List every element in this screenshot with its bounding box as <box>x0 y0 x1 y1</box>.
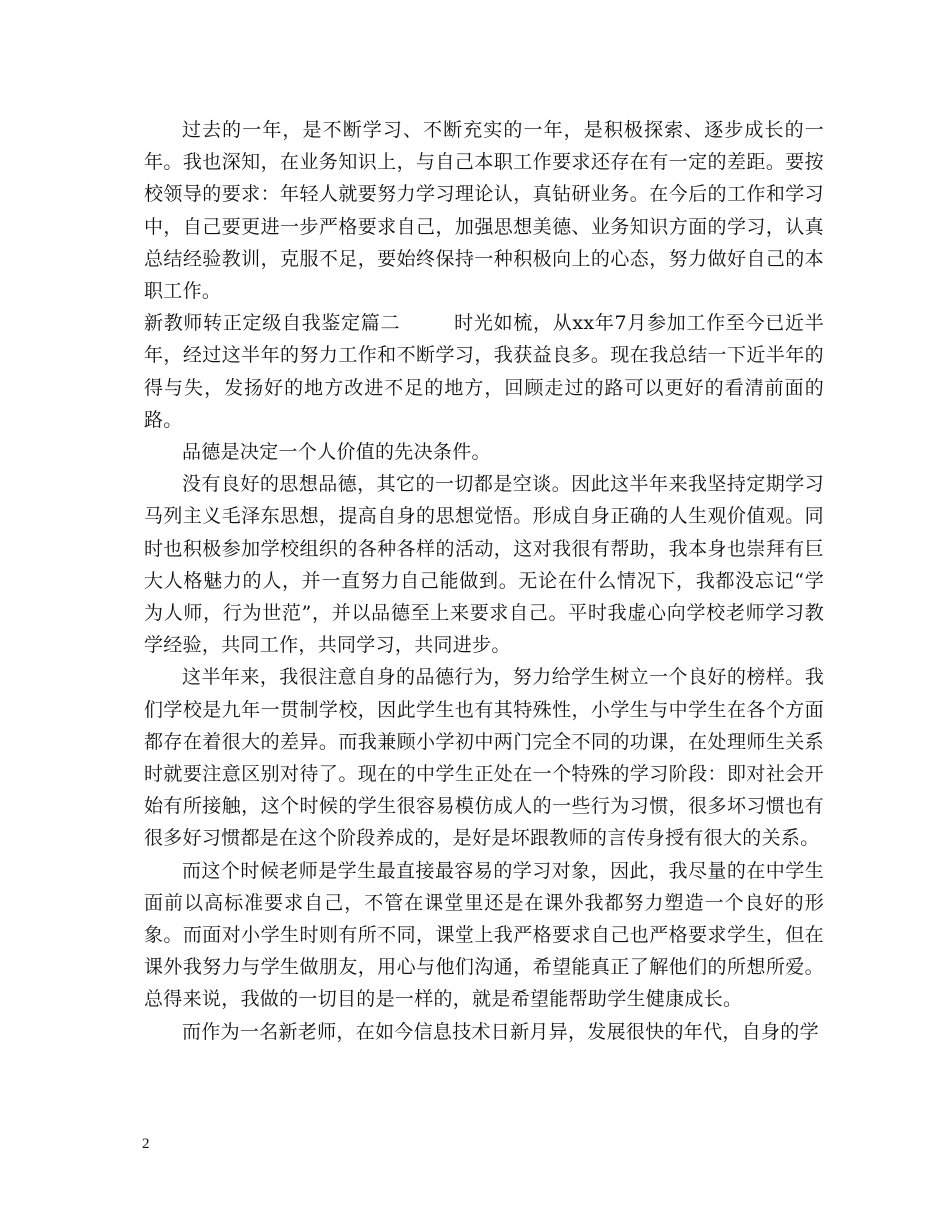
paragraph-ideology: 没有良好的思想品德，其它的一切都是空谈。因此这半年来我坚持定期学习马列主义毛泽东思想，提高自身的思想觉悟。形成自身正确的人生观价值观。同时也积极参加学校组织的各种各样的活动，这对我很有帮助，我本身也崇拜有巨大人格魅力的人，并一直努力自己能做到。无论在什么情况下，我都没忘记“学为人师，行为世范”，并以品德至上来要求自己。平时我虚心向学校老师学习教学经验，共同工作，共同学习，共同进步。 <box>144 473 824 657</box>
paragraph-summary: 过去的一年，是不断学习、不断充实的一年，是积极探索、逐步成长的一年。我也深知，在业务知识上，与自己本职工作要求还存在有一定的差距。要按校领导的要求：年轻人就要努力学习理论认，真钻研业务。在今后的工作和学习中，自己要更进一步严格要求自己，加强思想美德、业务知识方面的学习，认真总结经验教训，克服不足，要始终保持一种积极向上的心态，努力做好自己的本职工作。 <box>144 119 824 303</box>
body-text <box>144 114 824 1048</box>
paragraph-behavior: 这半年来，我很注意自身的品德行为，努力给学生树立一个良好的榜样。我们学校是九年一贯制学校，因此学生也有其特殊性，小学生与中学生在各个方面都存在着很大的差异。而我兼顾小学初中两门完全不同的功课，在处理师生关系时就要注意区别对待了。现在的中学生正处在一个特殊的学习阶段：即对社会开始有所接触，这个时候的学生很容易模仿成人的一些行为习惯，很多坏习惯也有很多好习惯都是在这个阶段养成的，是好是坏跟教师的言传身授有很大的关系。 <box>144 666 824 850</box>
paragraph-morality: 品德是决定一个人价值的先决条件。 <box>182 441 491 464</box>
paragraph-new-teacher: 而作为一名新老师，在如今信息技术日新月异，发展很快的年代，自身的学 <box>182 1020 819 1043</box>
heading-gap <box>400 312 454 334</box>
section-heading: 新教师转正定级自我鉴定篇二 <box>144 312 401 335</box>
paragraph-section-intro <box>144 307 824 436</box>
paragraph-role-model: 而这个时候老师是学生最直接最容易的学习对象，因此，我尽量的在中学生面前以高标准要求自己，不管在课堂里还是在课外我都努力塑造一个良好的形象。而面对小学生时则有所不同，课堂上我严格要求自己也严格要求学生，但在课外我努力与学生做朋友，用心与他们沟通，希望能真正了解他们的所想所爱。总得来说，我做的一切目的是一样的，就是希望能帮助学生健康成长。 <box>144 859 824 1011</box>
section-intro-text: 时光如梳，从xx年7月参加工作至今已近半年，经过这半年的努力工作和不断学习，我获益良多。现在我总结一下近半年的得与失，发扬好的地方改进不足的地方，回顾走过的路可以更好的看清前面的路。 <box>144 312 824 431</box>
page-number: 2 <box>142 1136 150 1152</box>
